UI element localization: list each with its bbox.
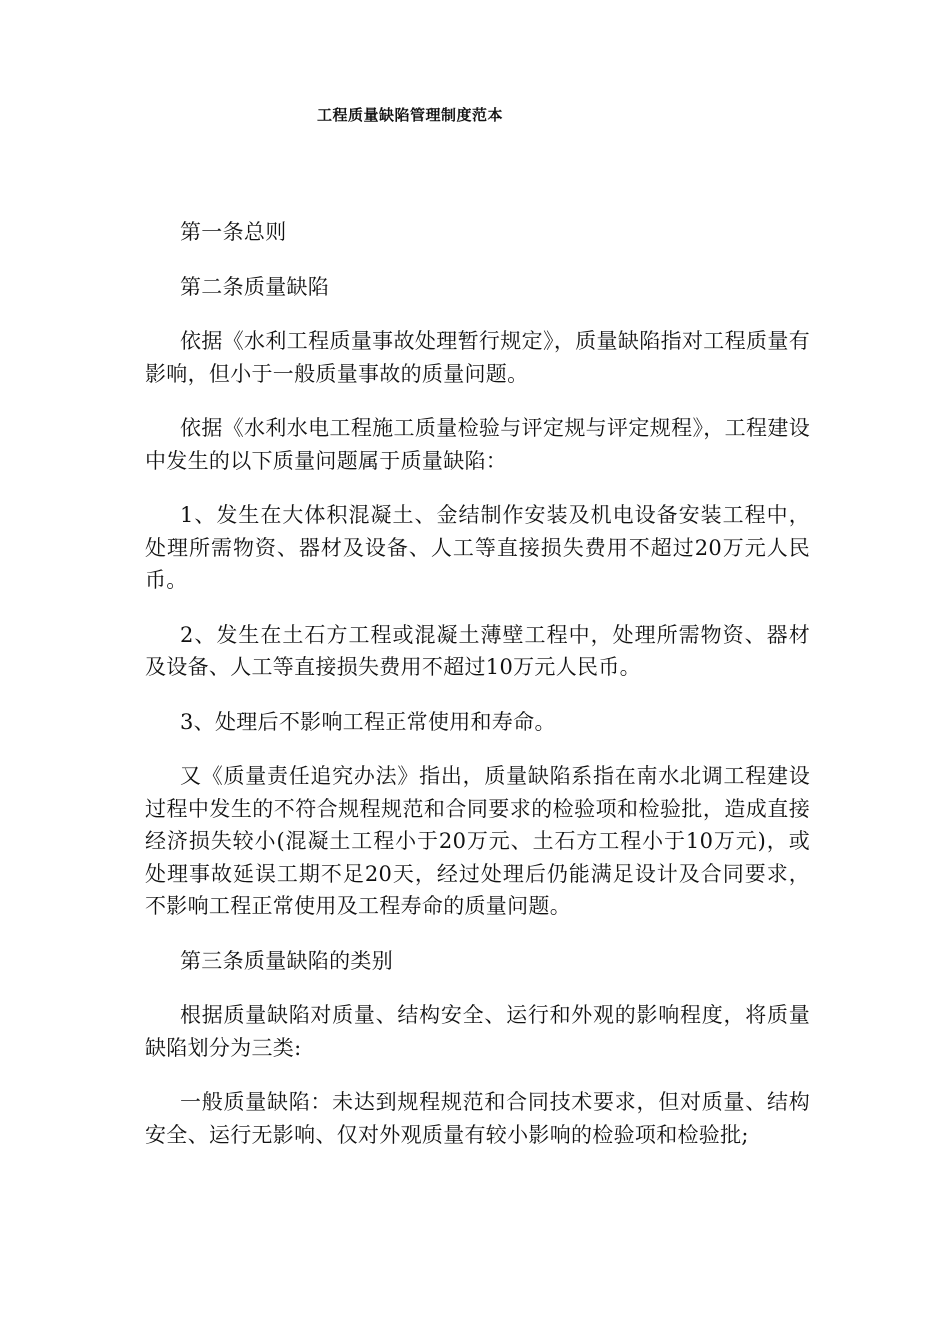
document-title: 工程质量缺陷管理制度范本 bbox=[316, 106, 503, 124]
article-3-heading: 第三条质量缺陷的类别 bbox=[180, 948, 393, 973]
paragraph-general-defect: 一般质量缺陷：未达到规程规范和合同技术要求，但对质量、结构安全、运行无影响、仅对外观质量有较小影响的检验项和检验批; bbox=[145, 1090, 810, 1147]
article-1-heading: 第一条总则 bbox=[180, 220, 287, 244]
paragraph-definition: 依据《水利工程质量事故处理暂行规定》，质量缺陷指对工程质量有影响，但小于一般质量事故的质量问题。 bbox=[145, 329, 810, 386]
article-2-heading: 第二条质量缺陷 bbox=[180, 274, 330, 299]
list-item-3: 3、处理后不影响工程正常使用和寿命。 bbox=[180, 709, 556, 734]
paragraph-classification: 根据质量缺陷对质量、结构安全、运行和外观的影响程度，将质量缺陷划分为三类: bbox=[145, 1003, 810, 1060]
paragraph-criteria-intro: 依据《水利水电工程施工质量检验与评定规与评定规程》，工程建设中发生的以下质量问题属于质量缺陷： bbox=[145, 416, 810, 473]
paragraph-responsibility: 又《质量责任追究办法》指出，质量缺陷系指在南水北调工程建设过程中发生的不符合规程规范和合同要求的检验项和检验批，造成直接经济损失较小(混凝土工程小于20万元、土石方工程小于10万元)，或处理事故延误工期不足20天，经过处理后仍能满足设计及合同要求，不影响工程正常使用及工程寿命的质量问题。 bbox=[145, 764, 810, 918]
document-body bbox=[145, 216, 810, 1173]
list-item-1: 1、发生在大体积混凝土、金结制作安装及机电设备安装工程中，处理所需物资、器材及设备、人工等直接损失费用不超过20万元人民币。 bbox=[145, 503, 810, 592]
list-item-2: 2、发生在土石方工程或混凝土薄壁工程中，处理所需物资、器材及设备、人工等直接损失费用不超过10万元人民币。 bbox=[145, 622, 810, 679]
